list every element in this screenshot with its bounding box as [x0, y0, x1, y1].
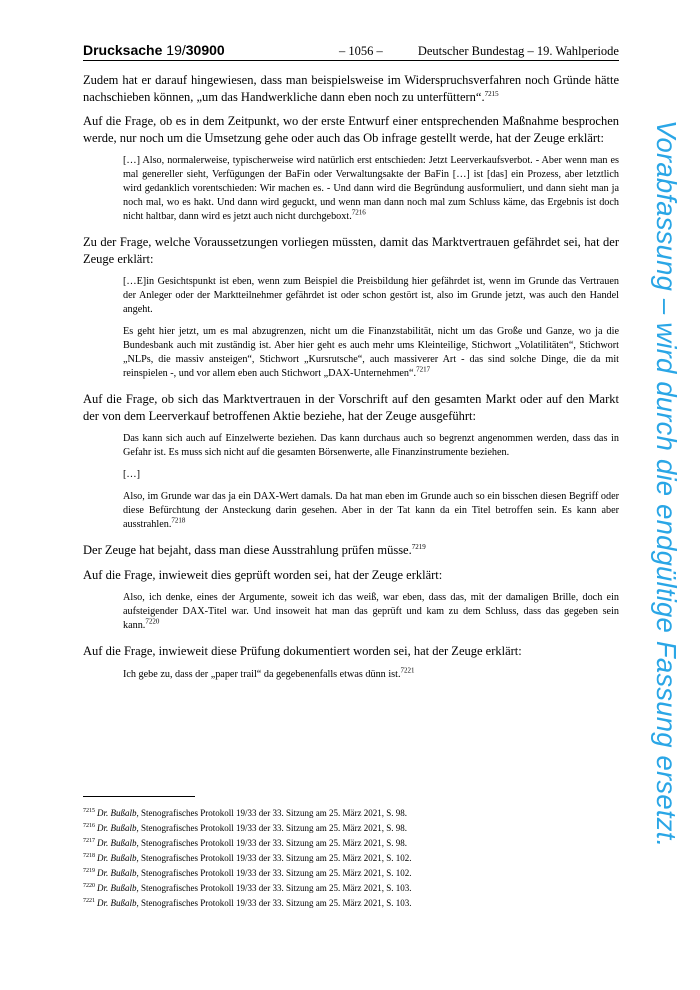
- body-paragraph: [83, 234, 619, 267]
- main-content: [83, 72, 619, 692]
- quote-paragraph: [123, 490, 619, 532]
- footnote-reference: Stenografisches Protokoll 19/33 der 33. Sitzung am 25. März 2021, S. 98.: [141, 838, 407, 848]
- footnote-divider: [83, 796, 195, 797]
- quote-paragraph: [123, 468, 619, 482]
- paragraph-text: Auf die Frage, inwieweit diese Prüfung dokumentiert worden sei, hat der Zeuge erklärt:: [83, 644, 522, 658]
- footnote-number: 7216: [83, 823, 95, 829]
- footnote-author: Dr. Bußalb,: [97, 823, 139, 833]
- header-title: Deutscher Bundestag – 19. Wahlperiode: [417, 44, 619, 58]
- quote-paragraph: [123, 668, 619, 682]
- footnote-number: 7219: [83, 868, 95, 874]
- body-paragraph: [83, 391, 619, 424]
- block-quote: [123, 275, 619, 381]
- block-quote: [123, 154, 619, 224]
- footnote-item: [83, 821, 619, 836]
- footnote-ref: 7221: [400, 666, 415, 675]
- footnote-item: [83, 836, 619, 851]
- paragraph-text: Der Zeuge hat bejaht, dass man diese Ausstrahlung prüfen müsse.: [83, 543, 412, 557]
- footnote-reference: Stenografisches Protokoll 19/33 der 33. Sitzung am 25. März 2021, S. 103.: [141, 898, 412, 908]
- draft-watermark: Vorabfassung – wird durch die endgültige Fassung ersetzt.: [651, 120, 682, 848]
- quote-paragraph: [123, 432, 619, 460]
- footnote-item: [83, 881, 619, 896]
- footnote-author: Dr. Bußalb,: [97, 883, 139, 893]
- footnote-item: [83, 806, 619, 821]
- body-paragraph: [83, 567, 619, 584]
- body-paragraph: [83, 643, 619, 660]
- footnote-author: Dr. Bußalb,: [97, 898, 139, 908]
- quote-paragraph: [123, 154, 619, 224]
- footnote-reference: Stenografisches Protokoll 19/33 der 33. Sitzung am 25. März 2021, S. 98.: [141, 823, 407, 833]
- footnote-author: Dr. Bußalb,: [97, 838, 139, 848]
- footnote-item: [83, 851, 619, 866]
- quote-paragraph: [123, 275, 619, 317]
- quote-text: […] Also, normalerweise, typischerweise wird natürlich erst entschieden: Jetzt Leerverkaufsverbot. - Aber wenn man es mal genereller sieht, Verfügungen der BaFin oder Verwaltungsakte der BaFin […] ist [das] ein Prozess, aber letztlich wird gedanklich vorentschieden: Wir machen es. - Und dann wird die Begründung ausformuliert, und dann sieht man ja noch mal, wo es hakt. Und dann wird geguckt, und wenn man dann noch mal zum Schluss käme, das Ergebnis ist doch nicht haltbar, dann wird es jetzt auch nicht durchgeboxt.: [123, 155, 619, 222]
- quote-text: Ich gebe zu, dass der „paper trail“ da gegebenenfalls etwas dünn ist.: [123, 668, 401, 680]
- footnote-ref: 7215: [484, 89, 499, 98]
- footnote-ref: 7218: [171, 516, 186, 525]
- block-quote: [123, 432, 619, 532]
- quote-text: Das kann sich auch auf Einzelwerte beziehen. Das kann durchaus auch so begrenzt angenommen werden, dass das in Gefahr ist. Es muss sich nicht auf die gesamten Börsenwerte, alle Finanzinstrumente beziehen.: [123, 433, 619, 458]
- block-quote: [123, 668, 619, 682]
- footnote-item: [83, 896, 619, 911]
- body-paragraph: [83, 72, 619, 105]
- paragraph-text: Auf die Frage, ob es in dem Zeitpunkt, wo der erste Entwurf einer entsprechenden Maßnahme besprochen werde, nur noch um die Umsetzung gehe oder auch das Ob infrage gestellt werde, hat der Zeuge erklärt:: [83, 114, 619, 145]
- footnote-ref: 7219: [411, 542, 426, 551]
- footnote-author: Dr. Bußalb,: [97, 853, 139, 863]
- quote-text: […]: [123, 469, 140, 480]
- quote-paragraph: [123, 591, 619, 633]
- paragraph-text: Auf die Frage, ob sich das Marktvertrauen in der Vorschrift auf den gesamten Markt oder auf den Markt der von dem Leerverkauf betroffenen Aktie beziehe, hat der Zeuge ausgeführt:: [83, 392, 619, 423]
- drucksache-period: 19/: [166, 42, 186, 58]
- quote-text: Es geht hier jetzt, um es mal abzugrenzen, nicht um die Finanzstabilität, nicht um das Große und Ganze, wo ja die Bundesbank auch mit zuständig ist. Aber hier geht es auch mehr ums Kleinteilige, Stichwort „Volatilitäten“, Stichwort „NLPs, die massiv ansteigen“, Stichwort „Kursrutsche“, auch massiverer Art - das sind solche Dinge, die da mit reinspielen -, und vor allem eben auch Stichwort „DAX-Unternehmen“.: [123, 326, 619, 379]
- footnote-ref: 7216: [351, 208, 366, 217]
- body-paragraph: [83, 542, 619, 559]
- drucksache-number: [83, 42, 225, 58]
- page-number: – 1056 –: [339, 44, 383, 58]
- body-paragraph: [83, 113, 619, 146]
- drucksache-id: 30900: [185, 42, 225, 58]
- quote-text: […E]in Gesichtspunkt ist eben, wenn zum Beispiel die Preisbildung hier gefährdet ist, wenn im Grunde das Vertrauen der Anleger oder der Marktteilnehmer gefährdet ist oder schon gestört ist, also im Grunde jetzt, was auch den Handel angeht.: [123, 276, 619, 315]
- paragraph-text: Zu der Frage, welche Voraussetzungen vorliegen müssten, damit das Marktvertrauen gefährdet sei, hat der Zeuge erklärt:: [83, 235, 619, 266]
- paragraph-text: Auf die Frage, inwieweit dies geprüft worden sei, hat der Zeuge erklärt:: [83, 567, 443, 582]
- quote-paragraph: [123, 325, 619, 381]
- footnote-author: Dr. Bußalb,: [97, 868, 139, 878]
- footnote-number: 7221: [83, 898, 95, 904]
- footnote-author: Dr. Bußalb,: [97, 808, 139, 818]
- block-quote: [123, 591, 619, 633]
- footnote-number: 7218: [83, 853, 95, 859]
- page-header: [83, 42, 619, 61]
- footnote-number: 7220: [83, 883, 95, 889]
- paragraph-text: Zudem hat er darauf hingewiesen, dass man beispielsweise im Widerspruchsverfahren noch Gründe hätte nachschieben können, „um das Handwerkliche dann eben noch zu unterfüttern“.: [83, 73, 619, 104]
- footnote-number: 7215: [83, 808, 95, 814]
- footnote-item: [83, 866, 619, 881]
- footnote-ref: 7217: [416, 365, 431, 374]
- footnote-reference: Stenografisches Protokoll 19/33 der 33. Sitzung am 25. März 2021, S. 103.: [141, 883, 412, 893]
- quote-text: Also, ich denke, eines der Argumente, soweit ich das weiß, war eben, dass das, mit der damaligen Brille, doch ein aufsteigender DAX-Titel war. Und insoweit hat man das geprüft und kam zu dem Schluss, dass das gegeben sein kann.: [123, 592, 619, 631]
- footnote-ref: 7220: [145, 617, 160, 626]
- quote-text: Also, im Grunde war das ja ein DAX-Wert damals. Da hat man eben im Grunde auch so ein bisschen diesen Begriff oder diese Befürchtung der Ansteckung darin gesehen. Aber in der Tat kann da ein Titel betroffen sein. Es kann aber ausstrahlen.: [123, 491, 619, 530]
- footnote-reference: Stenografisches Protokoll 19/33 der 33. Sitzung am 25. März 2021, S. 102.: [141, 853, 412, 863]
- footnote-reference: Stenografisches Protokoll 19/33 der 33. Sitzung am 25. März 2021, S. 102.: [141, 868, 412, 878]
- drucksache-label: Drucksache: [83, 42, 167, 58]
- footnote-reference: Stenografisches Protokoll 19/33 der 33. Sitzung am 25. März 2021, S. 98.: [141, 808, 407, 818]
- footnotes: [83, 806, 619, 911]
- footnote-number: 7217: [83, 838, 95, 844]
